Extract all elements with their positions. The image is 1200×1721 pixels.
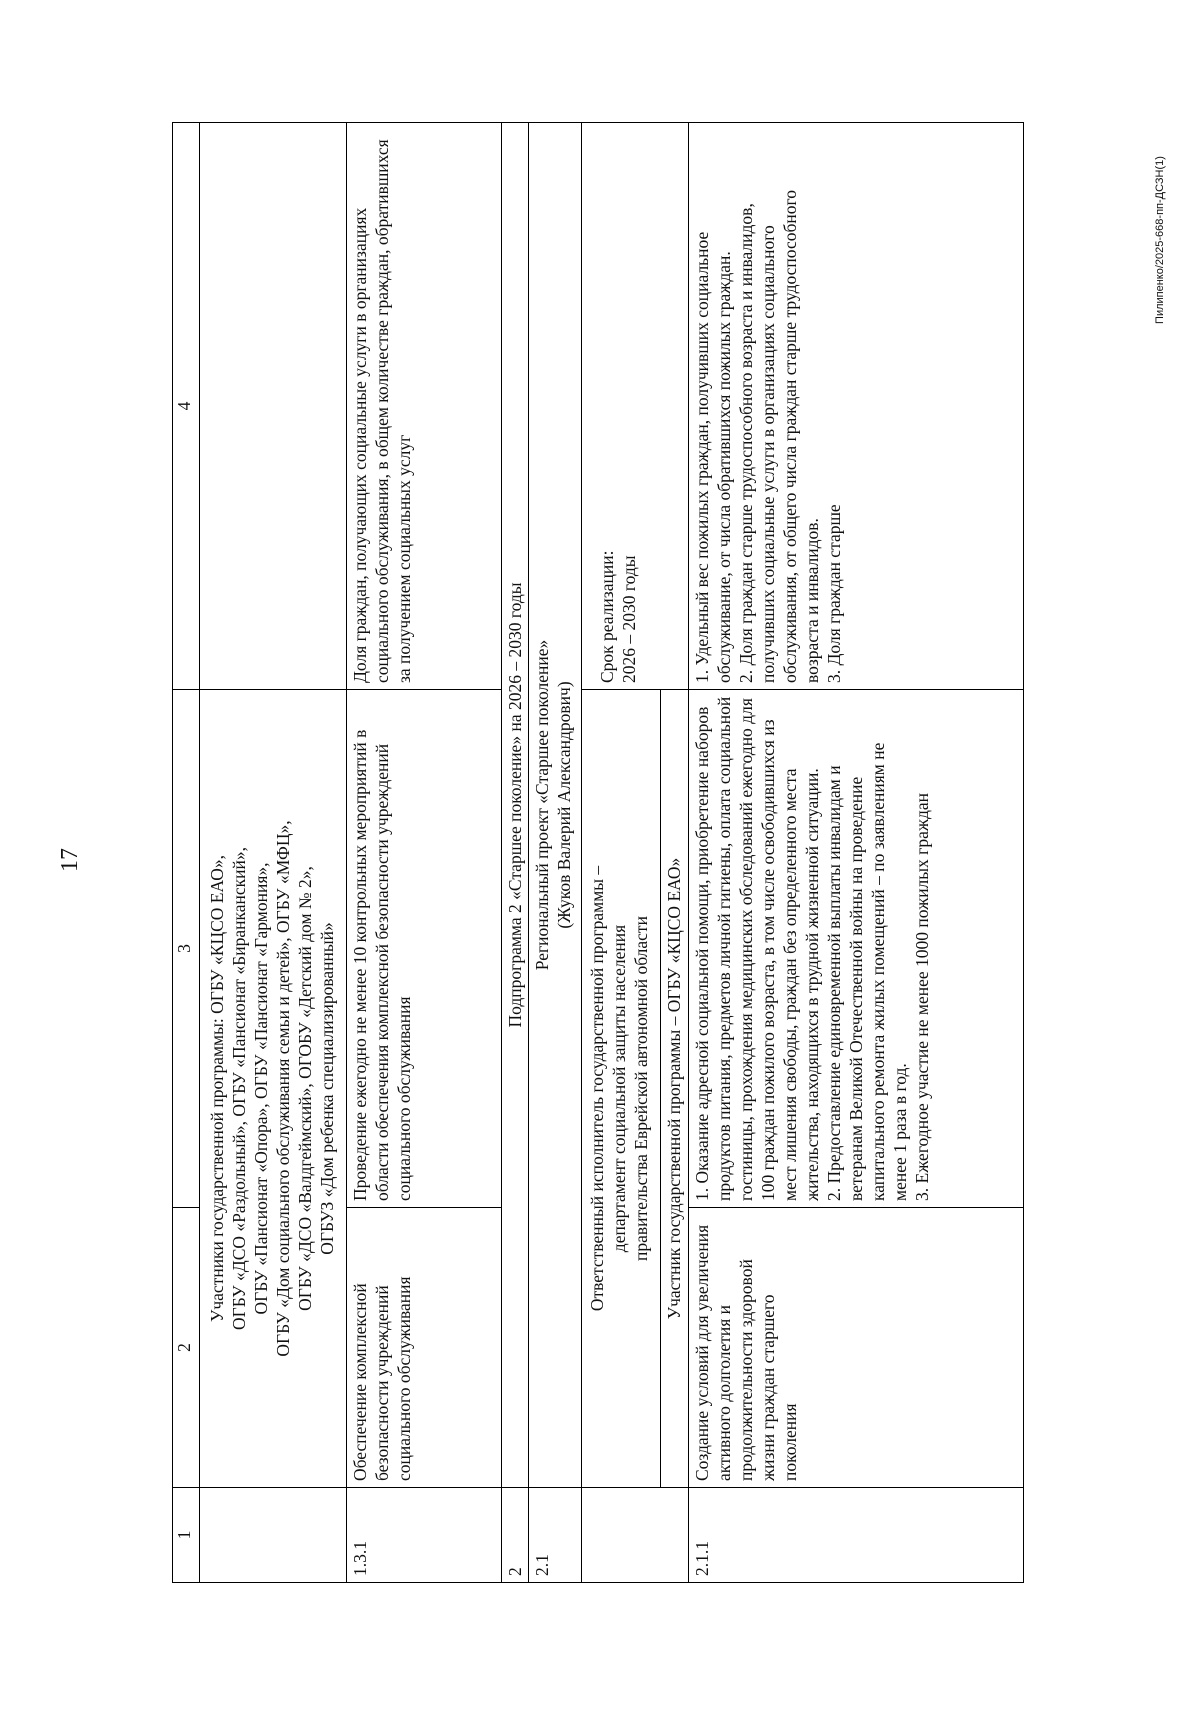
subprogram-title: Подпрограмма 2 «Старшее поколение» на 2026 – 2030 годы [502,123,529,1488]
term-cell: Срок реализации: 2026 – 2030 годы [582,123,689,690]
responsible-cell: Ответственный исполнитель государственной программы – департамент социальной защиты населения правительства Еврейской автономной области [582,690,661,1488]
indicator-cell: 1. Удельный вес пожилых граждан, получивших социальное обслуживание, от числа обратившихся пожилых граждан. 2. Доля граждан старше трудоспособного возраста и инвалидов, получивших социальные услуги в организациях социального обслуживания, от общего числа граждан старше трудоспособного возраста и инвалидов. 3. Доля граждан старше [689,123,1024,690]
row-number: 2 [502,1488,529,1583]
rotated-table-wrapper [172,123,1172,1583]
footer-doc-id: Пилипенко/2025-668-пп-ДСЗН(1) [1154,156,1166,324]
page-number: 17 [57,848,83,872]
table-row [689,123,1024,1583]
task-cell: Обеспечение комплексной безопасности учреждений социального обслуживания [347,1208,502,1488]
program-table [172,122,1024,1583]
participant-cell: Участник государственной программы – ОГБУ «КЦСО ЕАО» [661,690,689,1488]
project-title: Региональный проект «Старшее поколение» (Жуков Валерий Александрович) [529,123,582,1488]
participants-cell: Участники государственной программы: ОГБУ «КЦСО ЕАО», ОГБУ «ДСО «Раздольный», ОГБУ «Пансионат «Биранканский», ОГБУ «Пансионат «Опора», ОГБУ «Пансионат «Гармония», ОГБУ «Дом социального обслуживания семьи и детей», ОГБУ «МФЦ», ОГБУ «ДСО «Валдгеймский», ОГОБУ «Детский дом № 2», ОГБУЗ «Дом ребенка специализированный» [200,690,347,1488]
indicator-cell: Доля граждан, получающих социальные услуги в организациях социального обслуживания, в общем количестве граждан, обратившихся за получением социальных услуг [347,123,502,690]
column-number: 4 [173,123,200,690]
column-number: 2 [173,1208,200,1488]
column-number: 3 [173,690,200,1208]
column-number: 1 [173,1488,200,1583]
column-numbers-row [173,123,200,1583]
row-number: 2.1.1 [689,1488,1024,1583]
row-number: 2.1 [529,1488,582,1583]
participants-row [200,123,347,1583]
table-row [347,123,502,1583]
responsible-row [582,123,661,1583]
result-cell: 1. Оказание адресной социальной помощи, приобретение наборов продуктов питания, предметов личной гигиены, оплата социальной гостиницы, прохождения медицинских обследований ежегодно для 100 граждан пожилого возраста, в том числе освободившихся из мест лишения свободы, граждан без определенного места жительства, находящихся в трудной жизненной ситуации. 2. Предоставление единовременной выплаты инвалидам и ветеранам Великой Отечественной войны на проведение капитального ремонта жилых помещений – по заявлениям не менее 1 раза в год. 3. Ежегодное участие не менее 1000 пожилых граждан [689,690,1024,1208]
result-cell: Проведение ежегодно не менее 10 контрольных мероприятий в области обеспечения комплексной безопасности учреждений социального обслуживания [347,690,502,1208]
subprogram-row [502,123,529,1583]
row-number: 1.3.1 [347,1488,502,1583]
project-row [529,123,582,1583]
task-cell: Создание условий для увеличения активного долголетия и продолжительности здоровой жизни граждан старшего поколения [689,1208,1024,1488]
